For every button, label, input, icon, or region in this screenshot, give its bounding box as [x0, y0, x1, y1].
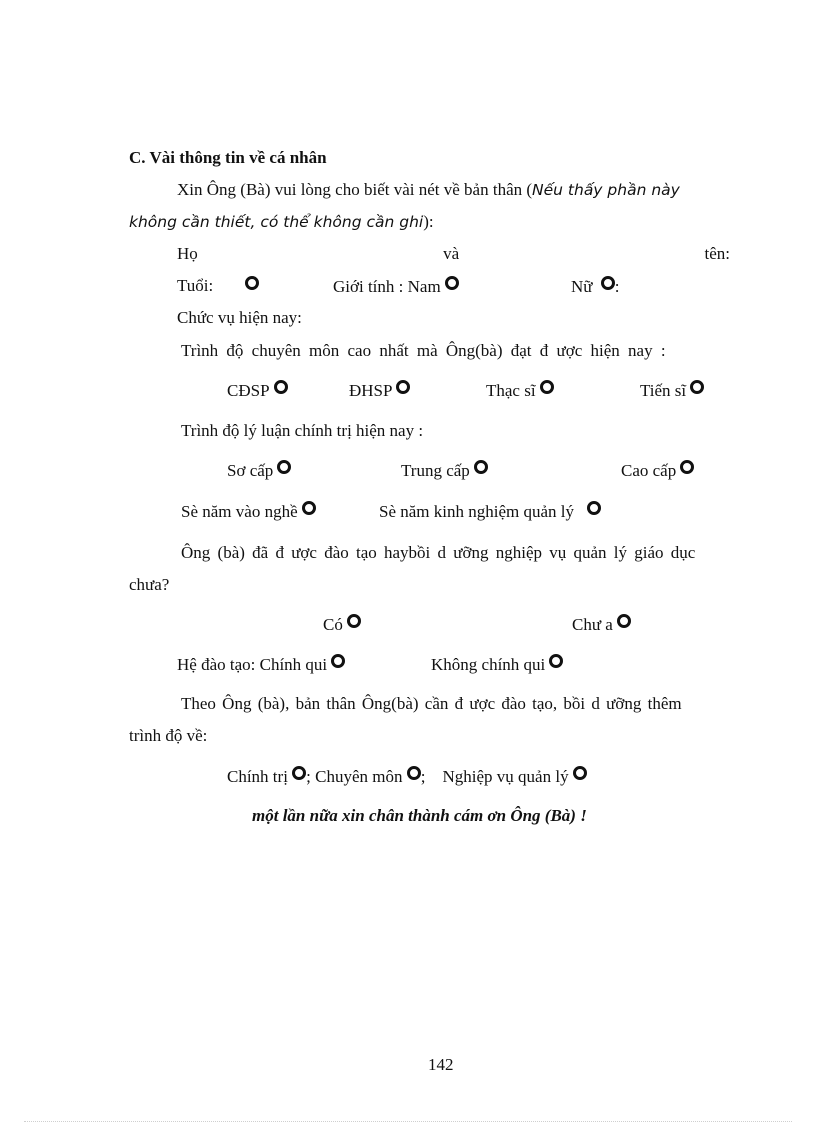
political-question: Trình độ lý luận chính trị hiện nay : [181, 421, 424, 440]
thank-you-note: một lần nữa xin chân thành cám ơn Ông (Bà) ! [252, 806, 587, 825]
name-word-2: và [443, 244, 460, 263]
needs-question-line-2: trình độ về: [129, 726, 208, 745]
years-management-radio[interactable] [587, 501, 601, 515]
intro-text: Xin Ông (Bà) vui lòng cho biết vài nét về bản thân ( [177, 180, 533, 199]
training-yes-radio[interactable] [347, 614, 361, 628]
section-title: C. Vài thông tin về cá nhân [129, 148, 327, 167]
needs-separator: ; [420, 767, 426, 786]
system-irregular-radio[interactable] [549, 654, 563, 668]
intro-close: ): [423, 212, 434, 231]
system-irregular-label: Không chính qui [431, 655, 546, 674]
qualification-question: Trình độ chuyên môn cao nhất mà Ông(bà) đạt đ ược hiện nay : [181, 341, 666, 360]
pol-basic-label: Sơ cấp [227, 461, 274, 480]
pol-advanced-radio[interactable] [680, 460, 694, 474]
gender-female-colon: : [614, 277, 620, 296]
gender-female-label: Nữ [571, 277, 593, 296]
pol-intermediate [401, 460, 488, 481]
gender-female [571, 276, 619, 297]
years-teaching-label: Sè năm vào nghề [181, 502, 298, 521]
gender-male-radio[interactable] [445, 276, 459, 290]
needs-political-label: Chính trị [227, 767, 288, 786]
system-regular [177, 654, 345, 675]
qual-doctor-radio[interactable] [690, 380, 704, 394]
qual-dhsp [349, 380, 410, 401]
name-word-1: Họ [177, 244, 198, 263]
years-teaching [181, 501, 316, 522]
name-line [177, 244, 730, 264]
page-number: 142 [428, 1055, 454, 1074]
intro-line-1 [177, 180, 680, 200]
system-regular-radio[interactable] [331, 654, 345, 668]
qual-dhsp-radio[interactable] [396, 380, 410, 394]
system-irregular [431, 654, 563, 675]
pol-intermediate-label: Trung cấp [401, 461, 470, 480]
years-management [379, 501, 601, 522]
training-no [572, 614, 631, 635]
gender-male [333, 276, 459, 297]
needs-professional-label: ; Chuyên môn [306, 767, 403, 786]
age-radio[interactable] [245, 276, 259, 290]
needs-question-line-1: Theo Ông (bà), bản thân Ông(bà) cần đ ược đào tạo, bồi d ưỡng thêm [181, 694, 682, 713]
qual-dhsp-label: ĐHSP [349, 381, 393, 400]
pol-intermediate-radio[interactable] [474, 460, 488, 474]
gender-male-label: Giới tính : Nam [333, 277, 441, 296]
qual-cdsp [227, 380, 288, 401]
training-no-radio[interactable] [617, 614, 631, 628]
page-bottom-rule [24, 1121, 792, 1122]
years-teaching-radio[interactable] [302, 501, 316, 515]
qual-master-label: Thạc sĩ [486, 381, 536, 400]
age-label [177, 276, 213, 296]
years-management-label: Sè năm kinh nghiệm quản lý [379, 502, 575, 521]
training-yes [323, 614, 361, 635]
qual-master [486, 380, 554, 401]
qual-cdsp-radio[interactable] [274, 380, 288, 394]
training-yes-label: Có [323, 615, 343, 634]
name-word-3: tên: [704, 244, 730, 263]
pol-basic-radio[interactable] [277, 460, 291, 474]
qual-cdsp-label: CĐSP [227, 381, 270, 400]
qual-master-radio[interactable] [540, 380, 554, 394]
intro-italic-2: không cần thiết, có thể không cần ghi [129, 213, 424, 231]
age-text: Tuổi: [177, 276, 214, 295]
gender-female-radio[interactable] [601, 276, 615, 290]
intro-line-2 [129, 212, 434, 232]
qual-doctor-label: Tiến sĩ [640, 381, 687, 400]
needs-professional-checkbox[interactable] [407, 766, 421, 780]
qual-doctor [640, 380, 704, 401]
training-question-line-1: Ông (bà) đã đ ược đào tạo haybồi d ưỡng nghiệp vụ quản lý giáo dục [181, 543, 696, 562]
needs-management-label: Nghiệp vụ quản lý [442, 767, 569, 786]
training-question-line-2: chưa? [129, 575, 170, 594]
pol-advanced-label: Cao cấp [621, 461, 677, 480]
intro-italic-1: Nếu thấy phần này [532, 181, 680, 199]
needs-management-checkbox[interactable] [573, 766, 587, 780]
pol-basic [227, 460, 291, 481]
needs-options [227, 766, 587, 787]
needs-political-checkbox[interactable] [292, 766, 306, 780]
pol-advanced [621, 460, 694, 481]
system-regular-label: Hệ đào tạo: Chính qui [177, 655, 328, 674]
training-no-label: Chư a [572, 615, 613, 634]
position-label: Chức vụ hiện nay: [177, 308, 302, 327]
